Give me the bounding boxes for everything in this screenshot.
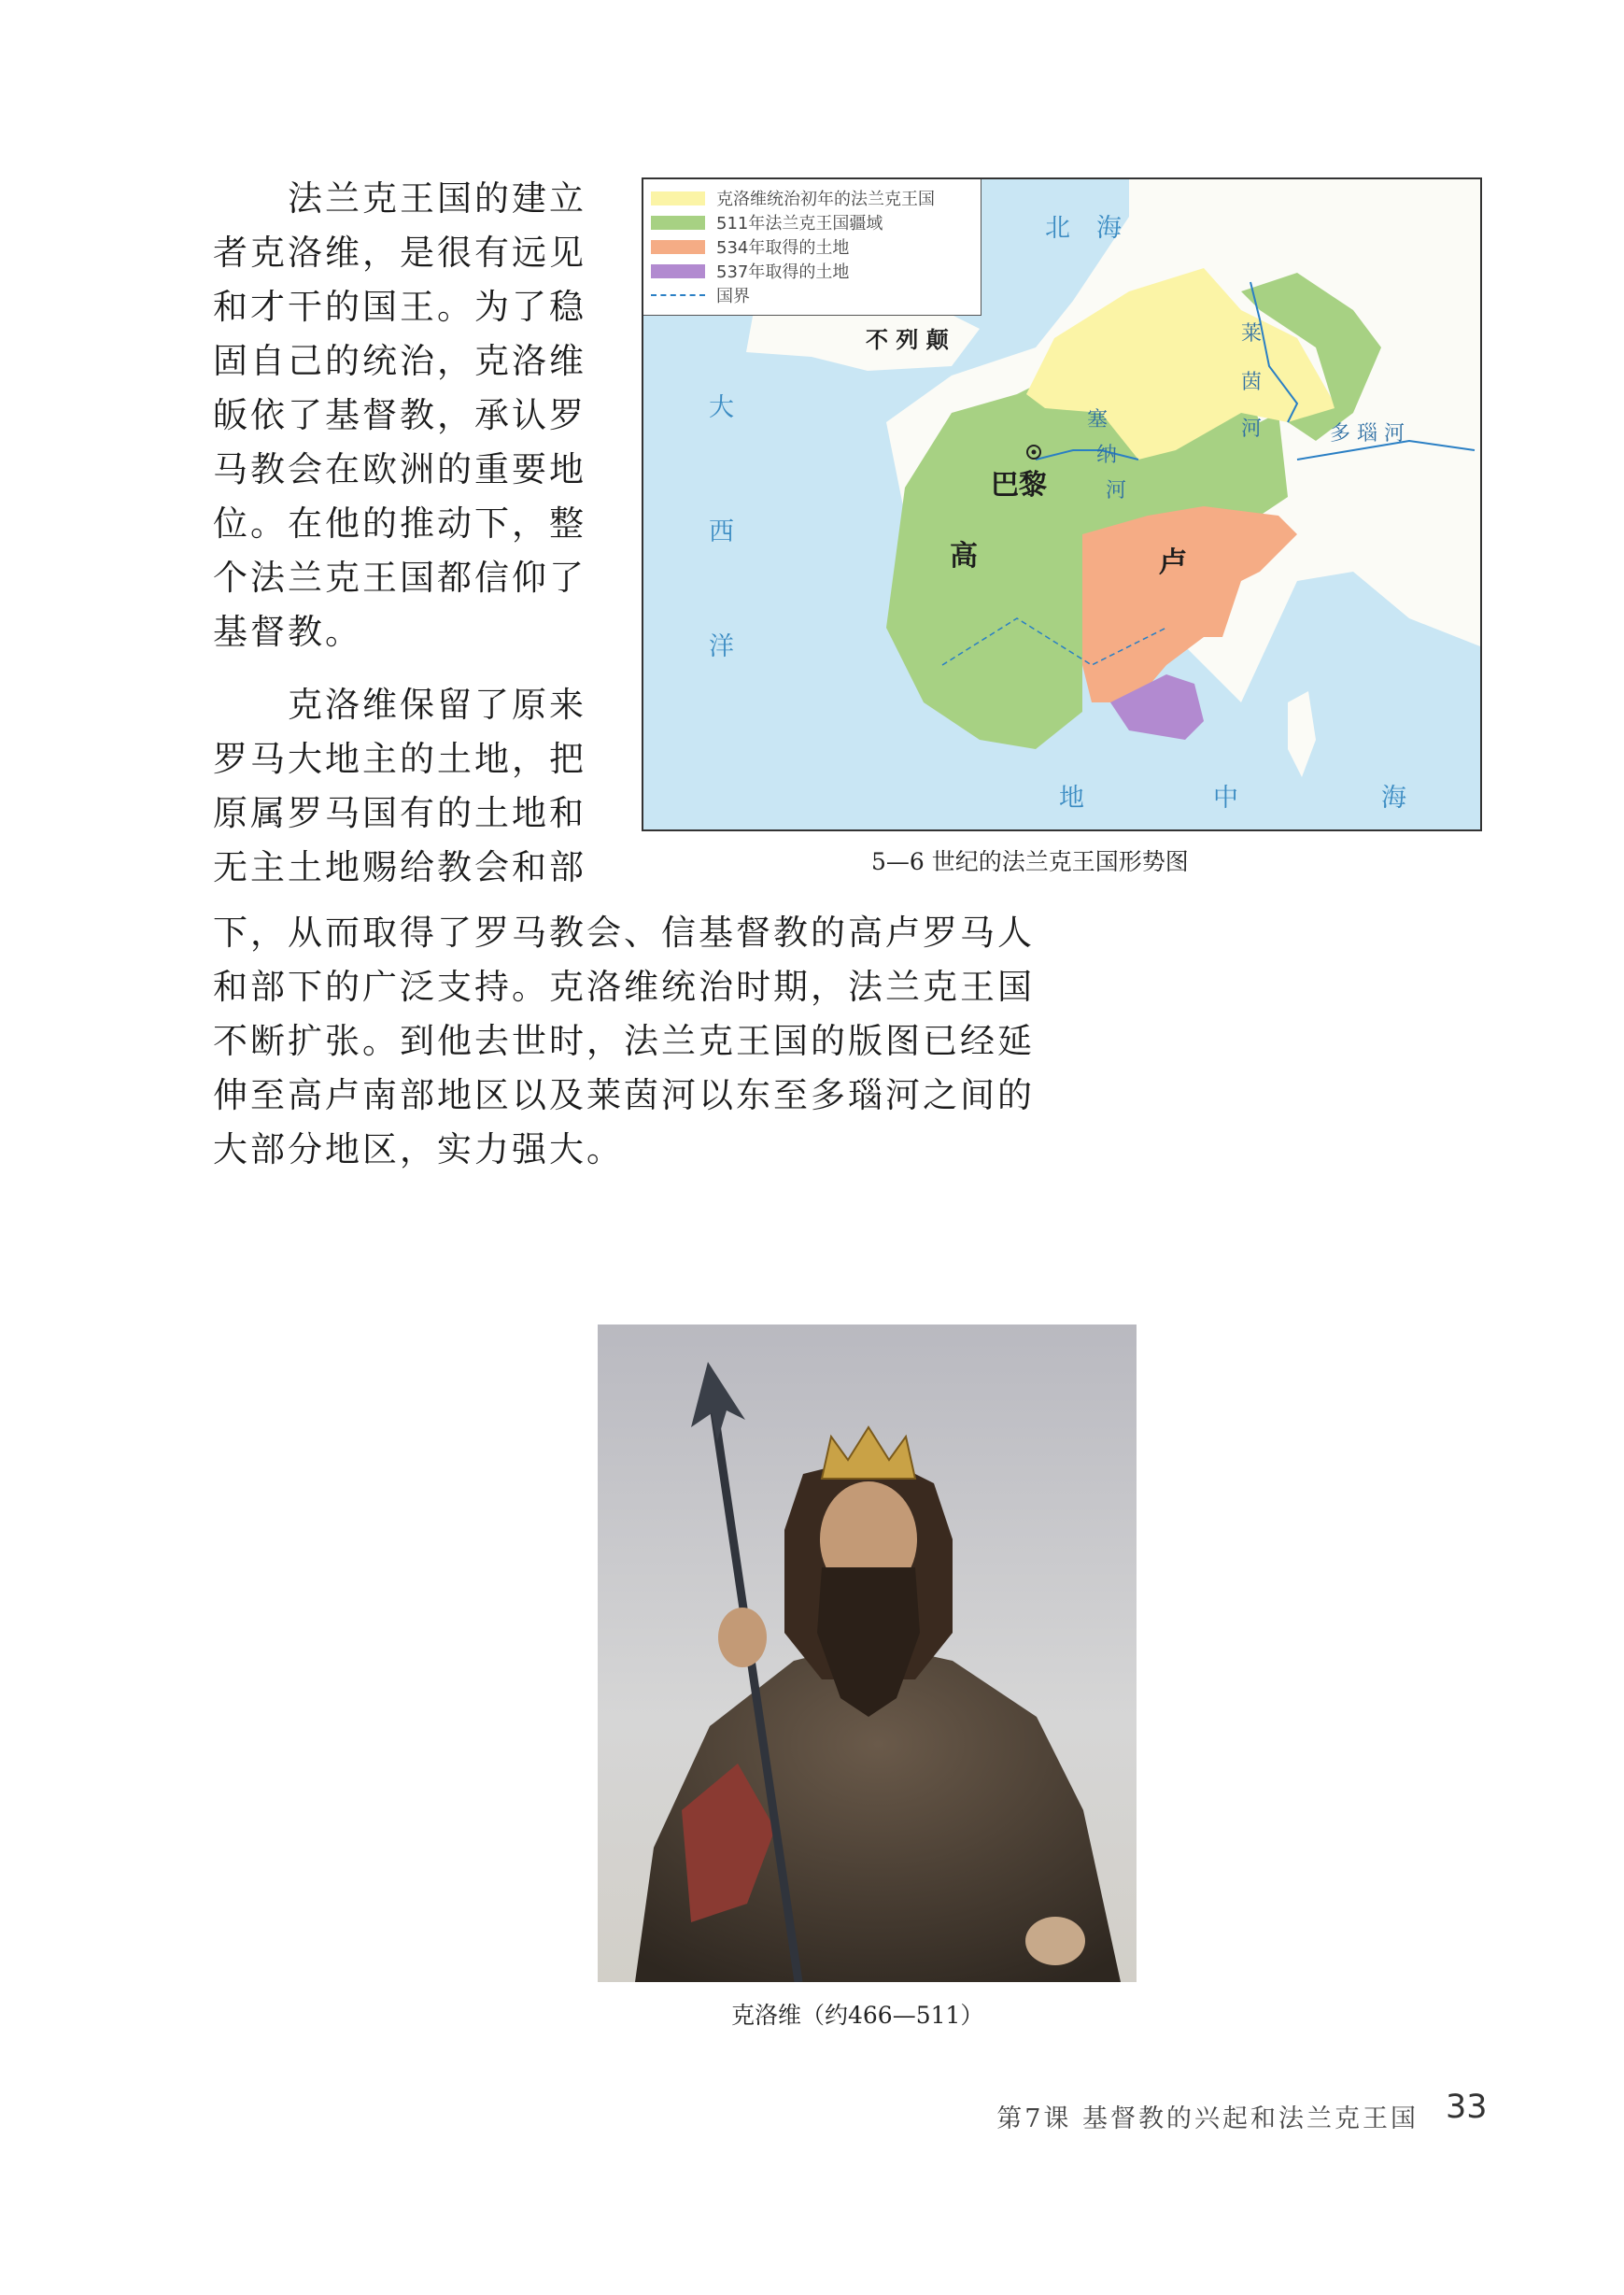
running-footer-title: 第7课 基督教的兴起和法兰克王国 — [996, 2104, 1419, 2133]
text-line: 伸至高卢南部地区以及莱茵河以东至多瑙河之间的 — [213, 1075, 1035, 1115]
label-atlantic-3: 洋 — [709, 632, 734, 661]
hand-right — [1025, 1917, 1085, 1965]
legend-item — [651, 234, 973, 259]
label-gaul-1: 高 — [950, 540, 978, 573]
label-seine-1: 塞 — [1087, 408, 1109, 432]
frankish-kingdom-map — [642, 177, 1482, 831]
text-line: 下，从而取得了罗马教会、信基督教的高卢罗马人 — [213, 913, 1035, 953]
text-line: 罗马大地主的土地，把 — [213, 739, 586, 779]
legend-item — [651, 210, 973, 234]
legend-label: 537年取得的土地 — [716, 262, 850, 282]
label-seine-2: 纳 — [1096, 444, 1118, 467]
label-north-sea-1: 北 — [1045, 214, 1070, 243]
text-line: 法兰克王国的建立 — [213, 178, 586, 219]
portrait-illustration — [598, 1325, 1137, 1982]
label-atlantic-1: 大 — [709, 393, 734, 422]
label-danube: 多 瑙 河 — [1330, 422, 1405, 446]
label-rhine-2: 茵 — [1241, 371, 1263, 394]
label-atlantic-2: 西 — [709, 517, 734, 546]
text-line: 个法兰克王国都信仰了 — [213, 558, 586, 598]
text-line: 克洛维保留了原来 — [213, 685, 586, 725]
label-rhine-1: 莱 — [1241, 322, 1263, 346]
label-britain: 不 列 颠 — [866, 327, 949, 353]
text-line: 者克洛维，是很有远见 — [213, 233, 586, 273]
label-med-1: 地 — [1059, 784, 1084, 813]
page-number: 33 — [1446, 2089, 1488, 2126]
text-line: 原属罗马国有的土地和 — [213, 793, 586, 833]
legend-item — [651, 283, 973, 307]
text-line: 马教会在欧洲的重要地 — [213, 449, 586, 489]
text-line: 不断扩张。到他去世时，法兰克王国的版图已经延 — [213, 1021, 1035, 1061]
text-line: 固自己的统治，克洛维 — [213, 341, 586, 381]
hand — [718, 1608, 767, 1667]
label-med-3: 海 — [1381, 784, 1406, 813]
text-line: 基督教。 — [213, 612, 362, 652]
text-line: 和才干的国王。为了稳 — [213, 287, 586, 327]
legend-label: 克洛维统治初年的法兰克王国 — [716, 190, 935, 209]
text-line: 大部分地区，实力强大。 — [213, 1129, 624, 1169]
clovis-portrait — [598, 1325, 1137, 1982]
text-line: 和部下的广泛支持。克洛维统治时期，法兰克王国 — [213, 967, 1035, 1007]
text-line: 位。在他的推动下，整 — [213, 503, 586, 544]
corsica — [1288, 691, 1316, 777]
text-line: 无主土地赐给教会和部 — [213, 847, 586, 887]
map-legend — [643, 179, 981, 316]
label-paris: 巴黎 — [991, 469, 1047, 502]
legend-item — [651, 186, 973, 210]
legend-label: 511年法兰克王国疆域 — [716, 214, 883, 234]
label-med-2: 中 — [1213, 784, 1238, 813]
map-caption: 5—6 世纪的法兰克王国形势图 — [871, 848, 1189, 875]
label-gaul-2: 卢 — [1159, 546, 1187, 579]
label-rhine-3: 河 — [1241, 418, 1263, 441]
label-seine-3: 河 — [1106, 479, 1127, 503]
label-north-sea-2: 海 — [1096, 214, 1122, 243]
text-line: 皈依了基督教，承认罗 — [213, 395, 586, 435]
legend-label: 国界 — [716, 287, 750, 306]
portrait-caption: 克洛维（约466—511） — [731, 2002, 984, 2029]
legend-item — [651, 259, 973, 283]
legend-label: 534年取得的土地 — [716, 238, 850, 258]
